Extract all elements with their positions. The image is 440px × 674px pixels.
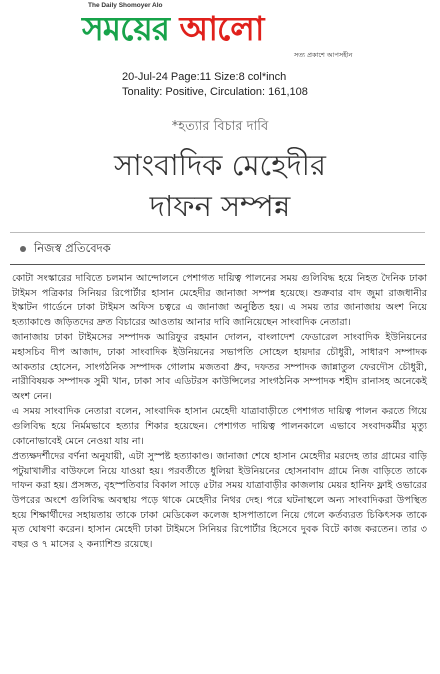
bullet-icon: [20, 246, 26, 252]
article-paragraph: কোটা সংস্কারের দাবিতে চলমান আন্দোলনে পেশাগত দায়িত্ব পালনের সময় গুলিবিদ্ধ হয়ে নিহত দৈনিক ঢাকা টাইমস পত্রিকার সিনিয়র রিপোর্টার হাসান মেহেদীর জানাজা সম্পন্ন হয়েছে। শুক্রবার বাদ জুমা রাজধানীর ইস্কাটন গার্ডেনে ঢাকা টাইমস অফিস চত্বরে এ জানাজা অনুষ্ঠিত হয়। এ সময় তার জানাজায় অংশ নিয়ে হত্যাকাণ্ডে জড়িতদের দ্রুত বিচারের আওতায় আনার দাবি জানিয়েছেন সাংবাদিক নেতারা।: [12, 273, 427, 328]
clipping-meta: [122, 70, 422, 100]
logo-part-1: সময়ের: [82, 9, 169, 48]
headline-line-1: সাংবাদিক মেহেদীর: [114, 148, 326, 182]
article-paragraph: জানাজায় ঢাকা টাইমসের সম্পাদক আরিফুর রহমান দোলন, বাংলাদেশ ফেডারেল সাংবাদিক ইউনিয়নের মহাসচিব দীপ আজাদ, ঢাকা সাংবাদিক ইউনিয়নের সভাপতি সোহেল হায়দার চৌধুরী, সাধারণ সম্পাদক আকতার হোসেন, সাংগঠনিক সম্পাদক গোলাম মজতবা ধ্রুব, দফতর সম্পাদক জান্নাতুল ফেরদৌস চৌধুরী, নারীবিষয়ক সম্পাদক সুমী খান, ঢাকা সাব এডিটরস কাউন্সিলের সাংগঠনিক সম্পাদক শহীদ রানাসহ অনেকেই অংশ নেন।: [12, 332, 427, 402]
divider: [10, 232, 425, 233]
headline-line-2: দাফন সম্পন্ন: [149, 189, 291, 223]
article-paragraph: এ সময় সাংবাদিক নেতারা বলেন, সাংবাদিক হাসান মেহেদী যাত্রাবাড়ীতে পেশাগত দায়িত্ব পালন করতে গিয়ে গুলিবিদ্ধ হয়ে নির্মমভাবে হত্যার শিকার হয়েছেন। পেশাগত দায়িত্ব পালনকালে এভাবে সংবাদকর্মীর মৃত্যু কোনোভাবেই মেনে নেওয়া যায় না।: [12, 406, 427, 447]
logo-part-2: আলো: [179, 9, 264, 48]
article-kicker: *হত্যার বিচার দাবি: [171, 119, 269, 134]
byline-text: নিজস্ব প্রতিবেদক: [34, 241, 111, 255]
masthead-tagline: The Daily Shomoyer Alo: [88, 2, 163, 9]
article-body: [12, 272, 427, 553]
byline: [20, 240, 111, 259]
newspaper-logo: [82, 8, 362, 50]
meta-line-tonality-circulation: Tonality: Positive, Circulation: 161,108: [122, 86, 308, 98]
article-paragraph: প্রত্যক্ষদর্শীদের বর্ণনা অনুযায়ী, এটা সুস্পষ্ট হত্যাকাণ্ড। জানাজা শেষে হাসান মেহেদীর মরদেহ তার গ্রামের বাড়ি পটুয়াখালীর বাউফলে নিয়ে যাওয়া হয়। পরবর্তীতে ধুলিয়া ইউনিয়নের হোসনাবাদ গ্রামে নিজ বাড়িতে তাকে দাফন করা হয়। প্রসঙ্গত, বৃহস্পতিবার বিকাল সাড়ে ৫টার সময় যাত্রাবাড়ীর কাজলায় মেয়র হানিফ ফ্লাই ওভারের উপরের অংশে গুলিবিদ্ধ অবস্থায় পড়ে থাকে মেহেদীর নিথর দেহ। পরে ঘটনাস্থলে অন্য সাংবাদিকরা উপস্থিত হয়ে শিক্ষার্থীদের সহায়তায় তাকে ঢাকা মেডিকেল কলেজ হাসপাতালে নিয়ে গেলে কর্তব্যরত চিকিৎসক তাকে মৃত ঘোষণা করেন। হাসান মেহেদী ঢাকা টাইমসে সিনিয়র রিপোর্টার হিসেবে দুবক বিটে কাজ করতেন। তার ৩ বছর ও ৭ মাসের ২ কন্যাশিশু রয়েছে।: [12, 451, 427, 550]
masthead: [0, 0, 440, 66]
divider: [10, 264, 425, 265]
meta-line-date-page-size: 20-Jul-24 Page:11 Size:8 col*inch: [122, 71, 287, 83]
logo-slogan: সত্য প্রকাশে আপসহীন: [294, 51, 353, 59]
article-headline: [0, 145, 440, 227]
